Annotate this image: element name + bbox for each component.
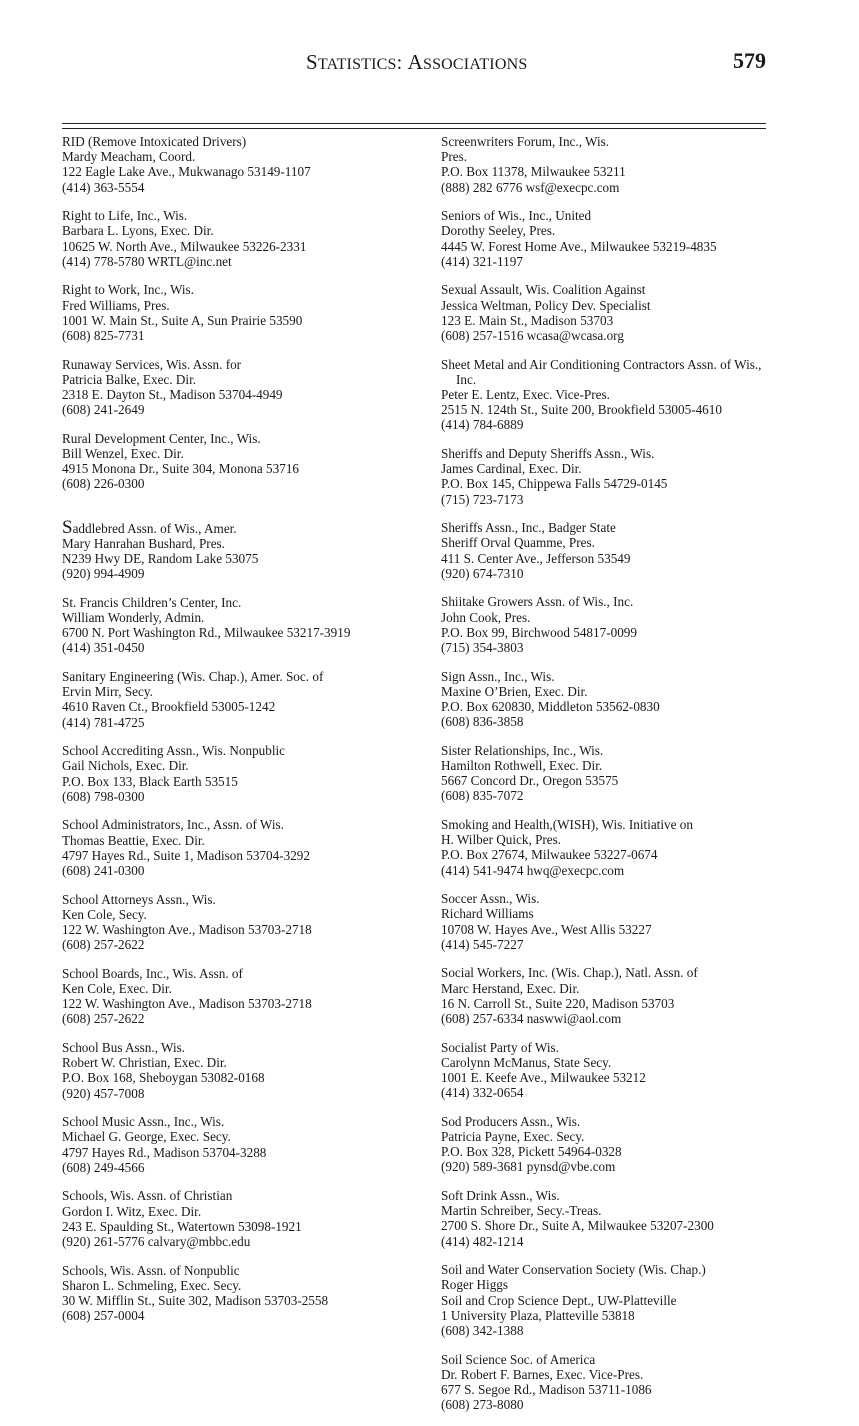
title-initial-a: A — [407, 50, 423, 74]
entry-detail-line: P.O. Box 328, Pickett 54964-0328 — [441, 1144, 622, 1160]
entry-detail-line: (414) 351-0450 — [62, 640, 145, 656]
entry-detail-line: Mardy Meacham, Coord. — [62, 149, 196, 165]
directory-entry — [441, 1262, 771, 1338]
entry-detail-line: Richard Williams — [441, 906, 534, 922]
entry-detail-line: (920) 457-7008 — [62, 1085, 145, 1101]
page-header — [0, 50, 859, 84]
entry-detail-line: 5667 Concord Dr., Oregon 53575 — [441, 773, 619, 789]
entry-detail-line: 4797 Hayes Rd., Suite 1, Madison 53704-3292 — [62, 847, 310, 863]
entry-detail-line: William Wonderly, Admin. — [62, 610, 205, 626]
entry-detail-line: 411 S. Center Ave., Jefferson 53549 — [441, 550, 631, 566]
entry-detail-line: 10708 W. Hayes Ave., West Allis 53227 — [441, 921, 652, 937]
entry-detail-line: 243 E. Spaulding St., Watertown 53098-1921 — [62, 1218, 302, 1234]
entry-organization: Smoking and Health,(WISH), Wis. Initiative on — [441, 817, 693, 833]
entry-detail-line: Michael G. George, Exec. Secy. — [62, 1129, 231, 1145]
entry-organization: Right to Work, Inc., Wis. — [62, 282, 194, 298]
entry-detail-line: Carolynn McManus, State Secy. — [441, 1054, 612, 1070]
entry-detail-line: (715) 354-3803 — [441, 640, 524, 656]
entry-detail-line: Gail Nichols, Exec. Dir. — [62, 758, 189, 774]
header-rule-thin — [62, 128, 766, 129]
entry-detail-line: 2700 S. Shore Dr., Suite A, Milwaukee 53207-2300 — [441, 1218, 714, 1234]
entry-detail-line: (608) 273-8080 — [441, 1397, 524, 1413]
entry-detail-line: Marc Herstand, Exec. Dir. — [441, 980, 580, 996]
directory-entry — [441, 208, 771, 269]
entry-organization: Sister Relationships, Inc., Wis. — [441, 742, 604, 758]
entry-detail-line: (414) 482-1214 — [441, 1233, 524, 1249]
entry-detail-line: (608) 257-1516 wcasa@wcasa.org — [441, 328, 624, 344]
left-column — [62, 134, 442, 1337]
entry-organization: Soil and Water Conservation Society (Wis. Chap.) — [441, 1262, 706, 1278]
entry-detail-line: H. Wilber Quick, Pres. — [441, 832, 562, 848]
entry-detail-line: (608) 835-7072 — [441, 788, 524, 804]
entry-detail-line: Maxine O’Brien, Exec. Dir. — [441, 683, 588, 699]
entry-organization: Sheriffs Assn., Inc., Badger State — [441, 520, 616, 536]
entry-detail-line: (888) 282 6776 wsf@execpc.com — [441, 179, 620, 195]
entry-organization: School Boards, Inc., Wis. Assn. of — [62, 965, 243, 981]
entry-detail-line: Mary Hanrahan Bushard, Pres. — [62, 535, 225, 551]
entry-organization: St. Francis Children’s Center, Inc. — [62, 594, 242, 610]
entry-detail-line: 16 N. Carroll St., Suite 220, Madison 53703 — [441, 995, 675, 1011]
entry-detail-line: P.O. Box 168, Sheboygan 53082-0168 — [62, 1070, 265, 1086]
entry-organization: Soft Drink Assn., Wis. — [441, 1188, 560, 1204]
entry-detail-line: Robert W. Christian, Exec. Dir. — [62, 1055, 227, 1071]
entry-detail-line: (920) 589-3681 pynsd@vbe.com — [441, 1159, 616, 1175]
entry-detail-line: Sheriff Orval Quamme, Pres. — [441, 535, 595, 551]
directory-entry — [62, 134, 442, 195]
entry-organization: Rural Development Center, Inc., Wis. — [62, 430, 261, 446]
right-column — [441, 134, 771, 1426]
entry-detail-line: Ken Cole, Exec. Dir. — [62, 981, 172, 997]
entry-detail-line: 2515 N. 124th St., Suite 200, Brookfield 53005-4610 — [441, 402, 722, 418]
entry-organization: School Administrators, Inc., Assn. of Wis. — [62, 817, 284, 833]
entry-detail-line: (920) 674-7310 — [441, 565, 524, 581]
directory-entry — [441, 134, 771, 195]
entry-detail-line: (920) 261-5776 calvary@mbbc.edu — [62, 1234, 251, 1250]
entry-organization: Sign Assn., Inc., Wis. — [441, 668, 555, 684]
directory-entry — [62, 282, 442, 343]
entry-organization: School Music Assn., Inc., Wis. — [62, 1114, 225, 1130]
entry-detail-line: (608) 241-2649 — [62, 402, 145, 418]
entry-detail-line: Barbara L. Lyons, Exec. Dir. — [62, 223, 214, 239]
directory-entry — [62, 669, 442, 730]
entry-organization: Screenwriters Forum, Inc., Wis. — [441, 134, 610, 149]
title-colon: : — [396, 52, 408, 74]
entry-detail-line: Sharon L. Schmeling, Exec. Secy. — [62, 1277, 242, 1293]
entry-detail-line: Dr. Robert F. Barnes, Exec. Vice-Pres. — [441, 1366, 644, 1382]
directory-entry — [441, 1114, 771, 1175]
directory-entry — [62, 1263, 442, 1324]
entry-organization: Sheriffs and Deputy Sheriffs Assn., Wis. — [441, 446, 655, 462]
entry-detail-line: (608) 257-6334 naswwi@aol.com — [441, 1011, 622, 1027]
entry-organization: Saddlebred Assn. of Wis., Amer. — [62, 516, 237, 538]
entry-detail-line: 4610 Raven Ct., Brookfield 53005-1242 — [62, 699, 276, 715]
entry-detail-line: 122 Eagle Lake Ave., Mukwanago 53149-1107 — [62, 164, 311, 180]
entry-organization: Schools, Wis. Assn. of Christian — [62, 1188, 233, 1204]
entry-detail-line: Bill Wenzel, Exec. Dir. — [62, 446, 184, 462]
entry-detail-line: (608) 257-2622 — [62, 937, 145, 953]
entry-detail-line: (414) 784-6889 — [441, 417, 524, 433]
entry-detail-line: (715) 723-7173 — [441, 491, 524, 507]
entry-detail-line: (608) 257-0004 — [62, 1308, 145, 1324]
entry-detail-line: Patricia Payne, Exec. Secy. — [441, 1129, 585, 1145]
entry-detail-line: 10625 W. North Ave., Milwaukee 53226-2331 — [62, 238, 307, 254]
directory-entry — [441, 817, 771, 878]
entry-organization: Soccer Assn., Wis. — [441, 891, 540, 907]
directory-entry — [62, 357, 442, 418]
entry-detail-line: 4915 Monona Dr., Suite 304, Monona 53716 — [62, 461, 300, 477]
entry-detail-line: 4445 W. Forest Home Ave., Milwaukee 53219-4835 — [441, 238, 717, 254]
entry-detail-line: (414) 781-4725 — [62, 714, 145, 730]
directory-entry — [441, 669, 771, 730]
entry-detail-line: Peter E. Lentz, Exec. Vice-Pres. — [441, 387, 610, 403]
entry-organization: Socialist Party of Wis. — [441, 1039, 559, 1055]
entry-detail-line: Soil and Crop Science Dept., UW-Platteville — [441, 1292, 677, 1308]
entry-detail-line: Ken Cole, Secy. — [62, 906, 147, 922]
entry-detail-line: P.O. Box 11378, Milwaukee 53211 — [441, 164, 626, 180]
entry-detail-line: 30 W. Mifflin St., Suite 302, Madison 53703-2558 — [62, 1293, 329, 1309]
entry-detail-line: P.O. Box 133, Black Earth 53515 — [62, 773, 238, 789]
directory-entry — [62, 743, 442, 804]
entry-organization: RID (Remove Intoxicated Drivers) — [62, 134, 247, 149]
entry-organization: Shiitake Growers Assn. of Wis., Inc. — [441, 594, 634, 610]
entry-detail-line: P.O. Box 27674, Milwaukee 53227-0674 — [441, 847, 658, 863]
directory-entry — [441, 1352, 771, 1413]
entry-detail-line: (608) 342-1388 — [441, 1323, 524, 1339]
entry-detail-line: N239 Hwy DE, Random Lake 53075 — [62, 551, 259, 567]
entry-organization: Seniors of Wis., Inc., United — [441, 208, 592, 224]
entry-detail-line: (608) 249-4566 — [62, 1159, 145, 1175]
entry-detail-line: Thomas Beattie, Exec. Dir. — [62, 832, 205, 848]
header-rule-thick — [62, 123, 766, 124]
entry-detail-line: (414) 332-0654 — [441, 1085, 524, 1101]
directory-entry — [62, 892, 442, 953]
directory-entry — [441, 594, 771, 655]
entry-organization: School Accrediting Assn., Wis. Nonpublic — [62, 743, 286, 759]
entry-detail-line: (414) 545-7227 — [441, 936, 524, 952]
entry-detail-line: 677 S. Segoe Rd., Madison 53711-1086 — [441, 1382, 652, 1398]
entry-detail-line: (608) 226-0300 — [62, 476, 145, 492]
entry-detail-line: Fred Williams, Pres. — [62, 297, 170, 313]
entry-organization: Runaway Services, Wis. Assn. for — [62, 356, 242, 372]
entry-organization: School Bus Assn., Wis. — [62, 1040, 186, 1056]
directory-entry — [441, 743, 771, 804]
directory-entry — [62, 1188, 442, 1249]
directory-entry — [441, 1188, 771, 1249]
entry-detail-line: (414) 363-5554 — [62, 179, 145, 195]
entry-detail-line: (608) 241-0300 — [62, 863, 145, 879]
title-initial-s: S — [306, 50, 318, 74]
entry-detail-line: 1001 E. Keefe Ave., Milwaukee 53212 — [441, 1070, 646, 1086]
entry-detail-line: P.O. Box 99, Birchwood 54817-0099 — [441, 624, 637, 640]
entry-detail-line: (608) 257-2622 — [62, 1011, 145, 1027]
entry-organization: Sanitary Engineering (Wis. Chap.), Amer. Soc. of — [62, 669, 324, 685]
entry-detail-line: (608) 825-7731 — [62, 328, 145, 344]
entry-organization: Sexual Assault, Wis. Coalition Against — [441, 282, 646, 298]
entry-detail-line: John Cook, Pres. — [441, 609, 531, 625]
directory-entry — [62, 595, 442, 656]
entry-detail-line: Gordon I. Witz, Exec. Dir. — [62, 1203, 202, 1219]
entry-organization: Sod Producers Assn., Wis. — [441, 1113, 581, 1129]
entry-detail-line: Patricia Balke, Exec. Dir. — [62, 371, 197, 387]
entry-detail-line: 4797 Hayes Rd., Madison 53704-3288 — [62, 1144, 267, 1160]
entry-detail-line: 123 E. Main St., Madison 53703 — [441, 312, 614, 328]
entry-detail-line: (608) 798-0300 — [62, 788, 145, 804]
entry-organization: Sheet Metal and Air Conditioning Contractors Assn. of Wis., — [441, 356, 762, 372]
directory-entry — [62, 516, 442, 582]
directory-entry — [441, 282, 771, 343]
entry-detail-line: 122 W. Washington Ave., Madison 53703-2718 — [62, 996, 312, 1012]
directory-entry — [441, 446, 771, 507]
entry-detail-line: Inc. — [456, 371, 477, 387]
entry-detail-line: 1 University Plaza, Platteville 53818 — [441, 1307, 635, 1323]
entry-detail-line: (414) 778-5780 WRTL@inc.net — [62, 253, 232, 269]
directory-entry — [62, 431, 442, 492]
entry-detail-line: (608) 836-3858 — [441, 714, 524, 730]
directory-entry — [62, 817, 442, 878]
directory-entry — [441, 1040, 771, 1101]
entry-organization: Schools, Wis. Assn. of Nonpublic — [62, 1262, 240, 1278]
entry-organization: School Attorneys Assn., Wis. — [62, 891, 216, 907]
entry-organization: Soil Science Soc. of America — [441, 1351, 596, 1367]
directory-entry — [441, 965, 771, 1026]
directory-entry — [62, 208, 442, 269]
entry-detail-line: Hamilton Rothwell, Exec. Dir. — [441, 758, 603, 774]
title-word-statistics: TATISTICS — [317, 56, 397, 73]
entry-detail-line: P.O. Box 145, Chippewa Falls 54729-0145 — [441, 476, 668, 492]
entry-organization: Right to Life, Inc., Wis. — [62, 208, 188, 224]
running-title — [306, 50, 527, 75]
entry-detail-line: 122 W. Washington Ave., Madison 53703-2718 — [62, 922, 312, 938]
entry-detail-line: Martin Schreiber, Secy.-Treas. — [441, 1203, 602, 1219]
directory-entry — [62, 1114, 442, 1175]
entry-detail-line: 6700 N. Port Washington Rd., Milwaukee 53217-3919 — [62, 625, 351, 641]
directory-entry — [62, 966, 442, 1027]
entry-detail-line: (920) 994-4909 — [62, 566, 145, 582]
entry-detail-line: (414) 321-1197 — [441, 253, 523, 269]
entry-detail-line: (414) 541-9474 hwq@execpc.com — [441, 862, 625, 878]
entry-detail-line: Dorothy Seeley, Pres. — [441, 223, 556, 239]
title-word-associations: SSOCIATIONS — [422, 56, 528, 73]
entry-detail-line: James Cardinal, Exec. Dir. — [441, 461, 582, 477]
entry-detail-line: Pres. — [441, 149, 468, 165]
entry-detail-line: Roger Higgs — [441, 1277, 509, 1293]
entry-organization: Social Workers, Inc. (Wis. Chap.), Natl. Assn. of — [441, 965, 698, 981]
entry-detail-line: 1001 W. Main St., Suite A, Sun Prairie 53590 — [62, 312, 303, 328]
entry-detail-line: Jessica Weltman, Policy Dev. Specialist — [441, 297, 651, 313]
entry-detail-line: Ervin Mirr, Secy. — [62, 684, 153, 700]
directory-entry — [62, 1040, 442, 1101]
directory-entry — [441, 357, 771, 433]
directory-entry — [441, 520, 771, 581]
entry-detail-line: P.O. Box 620830, Middleton 53562-0830 — [441, 699, 660, 715]
entry-detail-line: 2318 E. Dayton St., Madison 53704-4949 — [62, 387, 283, 403]
page-number: 579 — [733, 48, 766, 73]
directory-entry — [441, 891, 771, 952]
